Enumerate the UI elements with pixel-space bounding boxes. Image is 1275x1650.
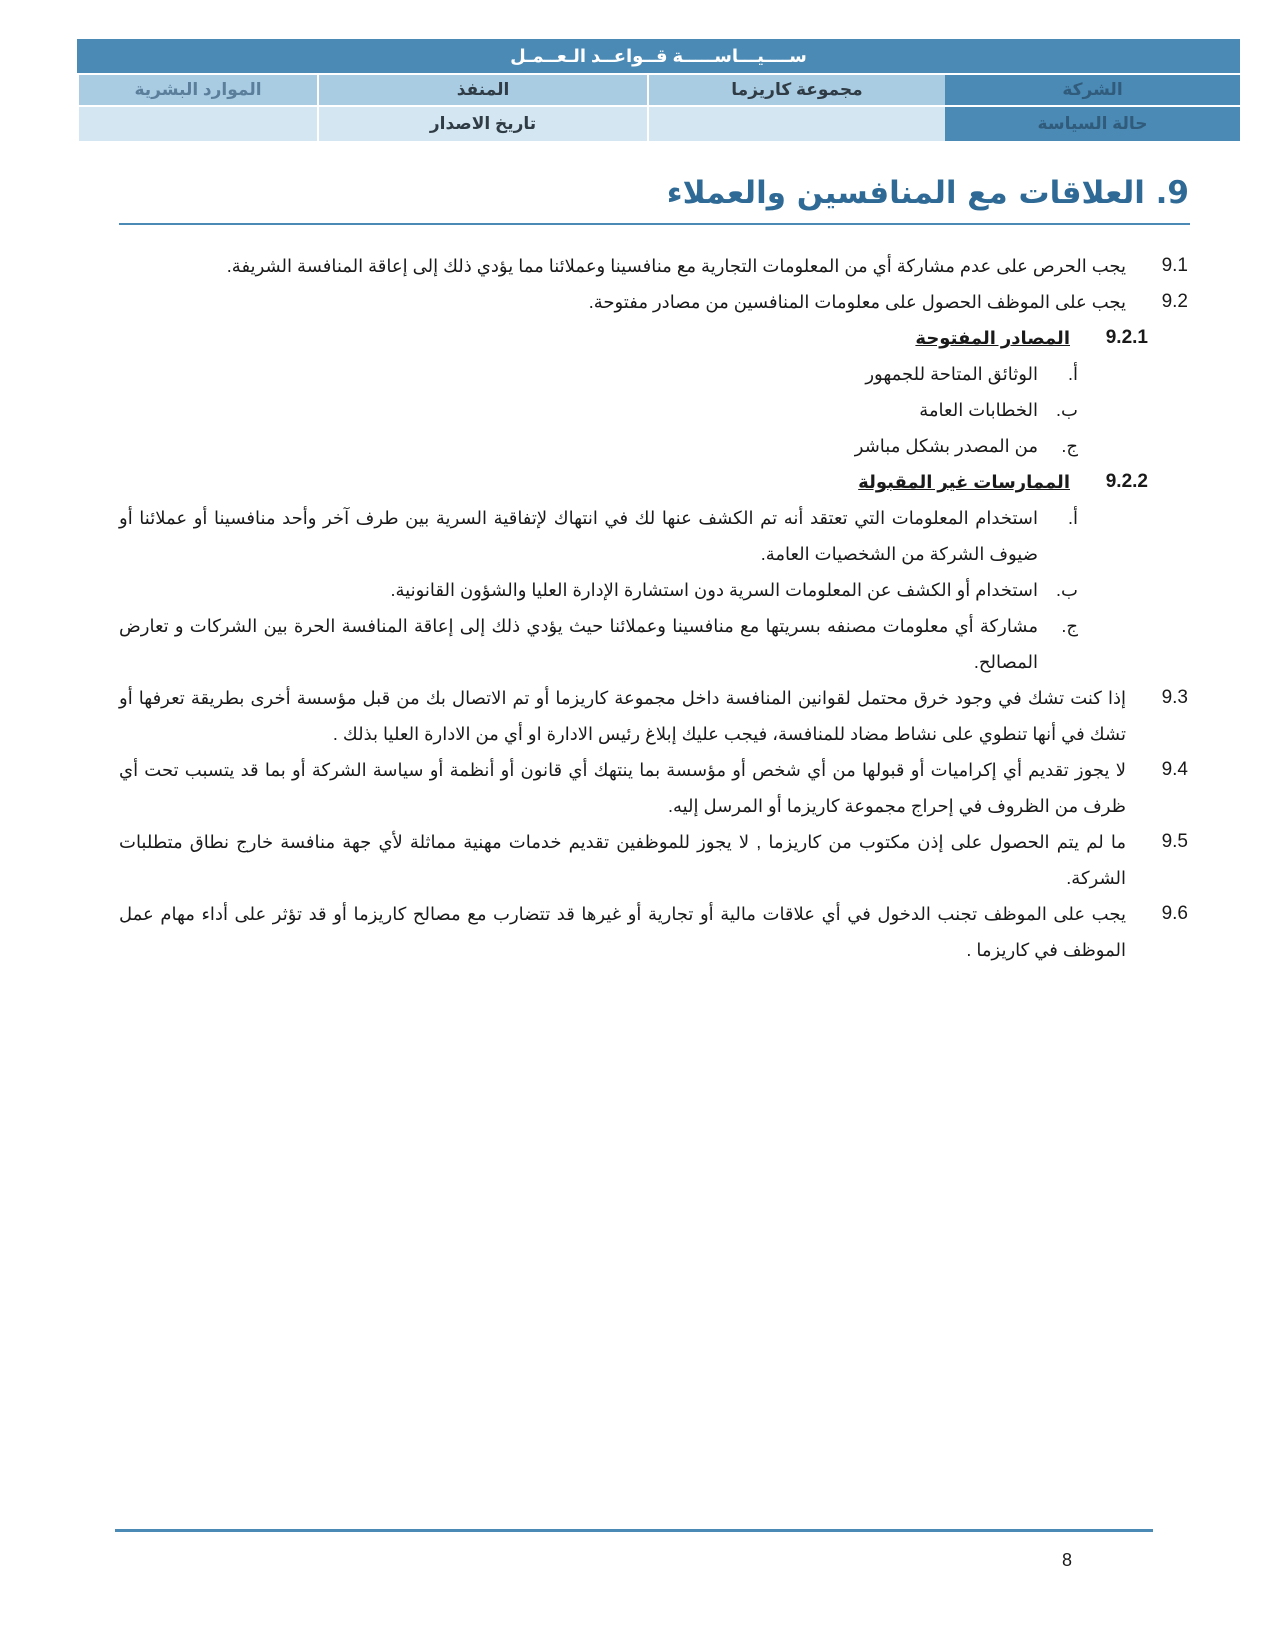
clause-9-2 (119, 284, 1190, 320)
clause-9-6 (119, 896, 1190, 968)
clause-9-5 (119, 824, 1190, 896)
company-label: الشركة (945, 75, 1240, 105)
clause-text: يجب على الموظف تجنب الدخول في أي علاقات مالية أو تجارية أو غيرها قد تتضارب مع مصالح كاريزما أو قد تؤثر على أداء مهام عمل الموظف في كاريزما . (119, 904, 1126, 960)
clause-9-3 (119, 680, 1190, 752)
clause-number: 9.2 (1161, 291, 1188, 312)
subclause-title: الممارسات غير المقبولة (858, 472, 1070, 492)
executor-label: المنفذ (317, 75, 647, 105)
clause-text: إذا كنت تشك في وجود خرق محتمل لقوانين المنافسة داخل مجموعة كاريزما أو تم الاتصال بك من قبل مؤسسة أخرى بطريقة تعرفها أو تشك في أنها تنطوي على نشاط مضاد للمنافسة، فيجب عليك إبلاغ رئيس الادارة او أي من الادارة العليا بذلك . (119, 688, 1126, 744)
list-marker: ب. (1056, 400, 1078, 420)
subclause-title: المصادر المفتوحة (915, 328, 1070, 348)
header-row-company (77, 75, 1240, 107)
clause-text: لا يجوز تقديم أي إكراميات أو قبولها من أي شخص أو مؤسسة بما ينتهك أي قانون أو أنظمة أو سياسة الشركة أو بما قد يتسبب تحت أي ظرف من الظروف في إحراج مجموعة كاريزما أو المرسل إليه. (119, 760, 1126, 816)
status-label: حالة السياسة (945, 107, 1240, 141)
header-row-status (77, 107, 1240, 141)
list-marker: ب. (1056, 580, 1078, 600)
clause-text: يجب على الموظف الحصول على معلومات المنافسين من مصادر مفتوحة. (588, 292, 1126, 312)
heading-underline (119, 223, 1190, 225)
status-value (647, 107, 945, 141)
list-marker: أ. (1067, 364, 1078, 384)
list-item (119, 608, 1078, 680)
list-marker: أ. (1067, 508, 1078, 528)
clause-number: 9.6 (1161, 903, 1188, 924)
unacceptable-practices-list (119, 500, 1078, 680)
list-item-text: الوثائق المتاحة للجمهور (865, 364, 1038, 384)
list-marker: ج. (1061, 436, 1078, 456)
clause-number: 9.5 (1161, 831, 1188, 852)
list-marker: ج. (1061, 616, 1078, 636)
open-sources-list (119, 356, 1078, 464)
list-item-text: من المصدر بشكل مباشر (854, 436, 1038, 456)
list-item (119, 500, 1078, 572)
issue-date-value (77, 107, 317, 141)
subclause-number: 9.2.2 (1105, 471, 1148, 492)
issue-date-label: تاريخ الاصدار (317, 107, 647, 141)
list-item-text: مشاركة أي معلومات مصنفه بسريتها مع منافسينا وعملائنا حيث يؤدي ذلك إلى إعاقة المنافسة الحرة بين الشركات و تعارض المصالح. (119, 616, 1038, 672)
list-item-text: استخدام أو الكشف عن المعلومات السرية دون استشارة الإدارة العليا والشؤون القانونية. (390, 580, 1038, 600)
list-item (119, 392, 1078, 428)
clause-text: يجب الحرص على عدم مشاركة أي من المعلومات التجارية مع منافسينا وعملائنا مما يؤدي ذلك إلى إعاقة المنافسة الشريفة. (226, 256, 1126, 276)
subclause-number: 9.2.1 (1105, 327, 1148, 348)
clause-9-4 (119, 752, 1190, 824)
clauses-body (119, 248, 1190, 968)
policy-header-table (77, 39, 1240, 141)
subclause-9-2-2 (119, 464, 1148, 500)
clause-number: 9.3 (1161, 687, 1188, 708)
clause-9-1 (119, 248, 1190, 284)
list-item (119, 572, 1078, 608)
list-item (119, 356, 1078, 392)
executor-value: الموارد البشرية (77, 75, 317, 105)
policy-title: ســــيـــاســـــة قــواعــد الـعــمـل (77, 39, 1240, 75)
clause-text: ما لم يتم الحصول على إذن مكتوب من كاريزما , لا يجوز للموظفين تقديم خدمات مهنية مماثلة لأي جهة منافسة خارج نطاق متطلبات الشركة. (119, 832, 1126, 888)
clause-number: 9.4 (1161, 759, 1188, 780)
footer-rule (115, 1529, 1153, 1532)
list-item-text: الخطابات العامة (919, 400, 1038, 420)
list-item (119, 428, 1078, 464)
subclause-9-2-1 (119, 320, 1148, 356)
clause-number: 9.1 (1161, 255, 1188, 276)
company-value: مجموعة كاريزما (647, 75, 945, 105)
list-item-text: استخدام المعلومات التي تعتقد أنه تم الكشف عنها لك في انتهاك لإتفاقية السرية بين طرف آخر وأحد منافسينا أو عملائنا أو ضيوف الشركة من الشخصيات العامة. (119, 508, 1038, 564)
section-heading: 9. العلاقات مع المنافسين والعملاء (666, 175, 1189, 211)
page-number: 8 (1062, 1550, 1073, 1570)
